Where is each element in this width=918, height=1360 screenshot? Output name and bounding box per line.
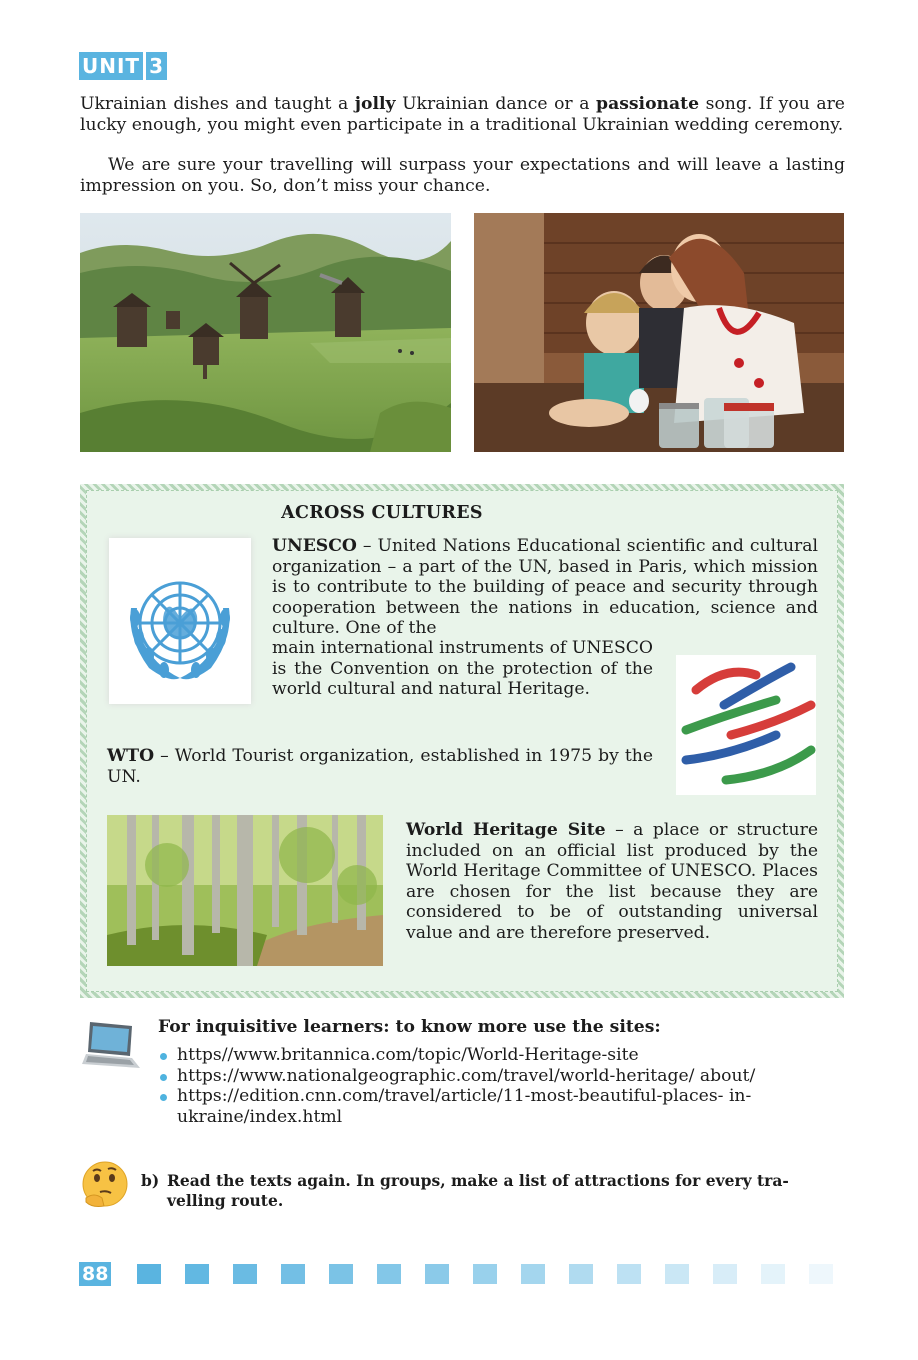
inquisitive-learners-title: For inquisitive learners: to know more use the sites:	[158, 1017, 661, 1037]
footer-square	[809, 1264, 833, 1284]
whs-def: – a place or structure included on an official list produced by the World Heritage Committee of UNESCO. Places are chosen for the list because they are considered to be of outstanding universal value and are therefore preserved.	[406, 820, 818, 943]
intro-text-segment: Ukrainian dance or a	[395, 94, 597, 114]
unesco-term: UNESCO	[272, 536, 357, 556]
footer-square	[185, 1264, 209, 1284]
footer-square	[137, 1264, 161, 1284]
footer-square	[521, 1264, 545, 1284]
intro-text-segment: jolly	[354, 94, 396, 114]
wto-logo-image	[676, 655, 816, 795]
un-emblem-image	[109, 538, 251, 704]
across-cultures-title: ACROSS CULTURES	[281, 503, 483, 523]
footer-square	[281, 1264, 305, 1284]
resource-links-list	[158, 1045, 845, 1127]
laptop-icon	[80, 1018, 142, 1074]
wto-term: WTO	[107, 746, 155, 766]
windmill-village-photo	[80, 213, 451, 452]
task-letter: b)	[141, 1171, 160, 1190]
footer-decoration	[137, 1264, 833, 1284]
footer-square	[665, 1264, 689, 1284]
page-number: 88	[79, 1262, 111, 1286]
world-heritage-site-definition	[406, 820, 818, 943]
task-b	[141, 1171, 845, 1211]
whs-term: World Heritage Site	[406, 820, 606, 840]
intro-paragraph-1	[80, 94, 845, 135]
footer-square	[233, 1264, 257, 1284]
resource-link[interactable]: https://edition.cnn.com/travel/article/11-most-beautiful-places- in-ukraine/index.html	[158, 1086, 845, 1127]
resource-link[interactable]: https://www.nationalgeographic.com/travel/world-heritage/ about/	[158, 1066, 845, 1087]
footer-square	[377, 1264, 401, 1284]
easter-egg-workshop-photo	[474, 213, 844, 452]
thinking-face-icon	[80, 1160, 130, 1210]
task-text: Read the texts again. In groups, make a list of attractions for every tra-	[167, 1171, 789, 1190]
intro-text-segment: Ukrainian dishes and taught a	[80, 94, 355, 114]
footer-square	[473, 1264, 497, 1284]
unit-number: 3	[146, 52, 167, 80]
unesco-def-wide: – United Nations Educational scientific and cultural organization – a part of the UN, based in Paris, which mission is to contribute to the building of peace and security through cooperation between the nations in education, science and culture. One of the	[272, 536, 818, 638]
task-text-continued: velling route.	[167, 1191, 284, 1210]
wto-def: – World Tourist organization, established in 1975 by the UN.	[107, 746, 653, 787]
footer-square	[617, 1264, 641, 1284]
footer-square	[713, 1264, 737, 1284]
forest-photo	[107, 815, 383, 966]
intro-text-segment: passionate	[596, 94, 700, 114]
resource-link[interactable]: https//www.britannica.com/topic/World-Heritage-site	[158, 1045, 845, 1066]
unesco-definition-continued: main international instruments of UNESCO is the Convention on the protection of the world cultural and natural Heritage.	[272, 638, 653, 699]
footer-square	[569, 1264, 593, 1284]
unit-word: UNIT	[79, 52, 143, 80]
footer-square	[761, 1264, 785, 1284]
unit-badge	[79, 52, 167, 80]
footer-square	[425, 1264, 449, 1284]
intro-paragraph-2: We are sure your travelling will surpass your expectations and will leave a lasting impression on you. So, don’t miss your chance.	[80, 155, 845, 196]
footer-square	[329, 1264, 353, 1284]
unesco-definition	[272, 536, 818, 639]
wto-definition	[107, 746, 653, 787]
intro-text-segment: song. If you are lucky enough, you might even participate in a traditional Ukrainian wedding ceremony.	[80, 94, 845, 135]
